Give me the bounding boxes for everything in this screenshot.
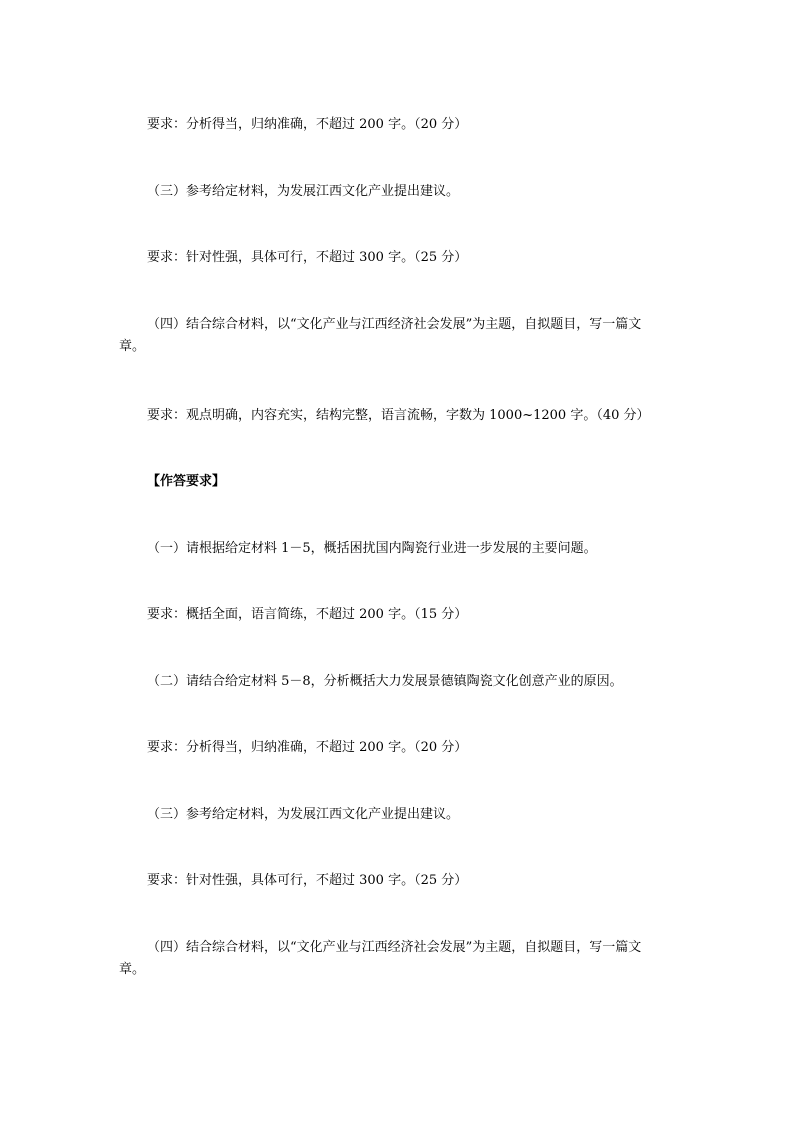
question-three: （三）参考给定材料，为发展江西文化产业提出建议。	[147, 184, 460, 199]
question-two: （二）请结合给定材料 5－8，分析概括大力发展景德镇陶瓷文化创意产业的原因。	[147, 674, 623, 689]
requirement-text: 要求：观点明确，内容充实，结构完整，语言流畅，字数为 1000~1200 字。（40 分）	[147, 408, 650, 423]
requirement-text: 要求：分析得当，归纳准确，不超过 200 字。（20 分）	[147, 740, 468, 755]
question-four: （四）结合综合材料，以“文化产业与江西经济社会发展”为主题，自拟题目，写一篇文章。	[119, 940, 642, 977]
question-three: （三）参考给定材料，为发展江西文化产业提出建议。	[147, 807, 460, 822]
section-heading: 【作答要求】	[147, 474, 226, 489]
requirement-text: 要求：针对性强，具体可行，不超过 300 字。（25 分）	[147, 250, 468, 265]
question-one: （一）请根据给定材料 1－5，概括困扰国内陶瓷行业进一步发展的主要问题。	[147, 541, 597, 556]
question-four: （四）结合综合材料，以“文化产业与江西经济社会发展”为主题，自拟题目，写一篇文章。	[119, 317, 642, 354]
requirement-text: 要求：分析得当，归纳准确，不超过 200 字。（20 分）	[147, 117, 468, 132]
requirement-text: 要求：针对性强，具体可行，不超过 300 字。（25 分）	[147, 873, 468, 888]
requirement-text: 要求：概括全面，语言简练，不超过 200 字。（15 分）	[147, 607, 468, 622]
